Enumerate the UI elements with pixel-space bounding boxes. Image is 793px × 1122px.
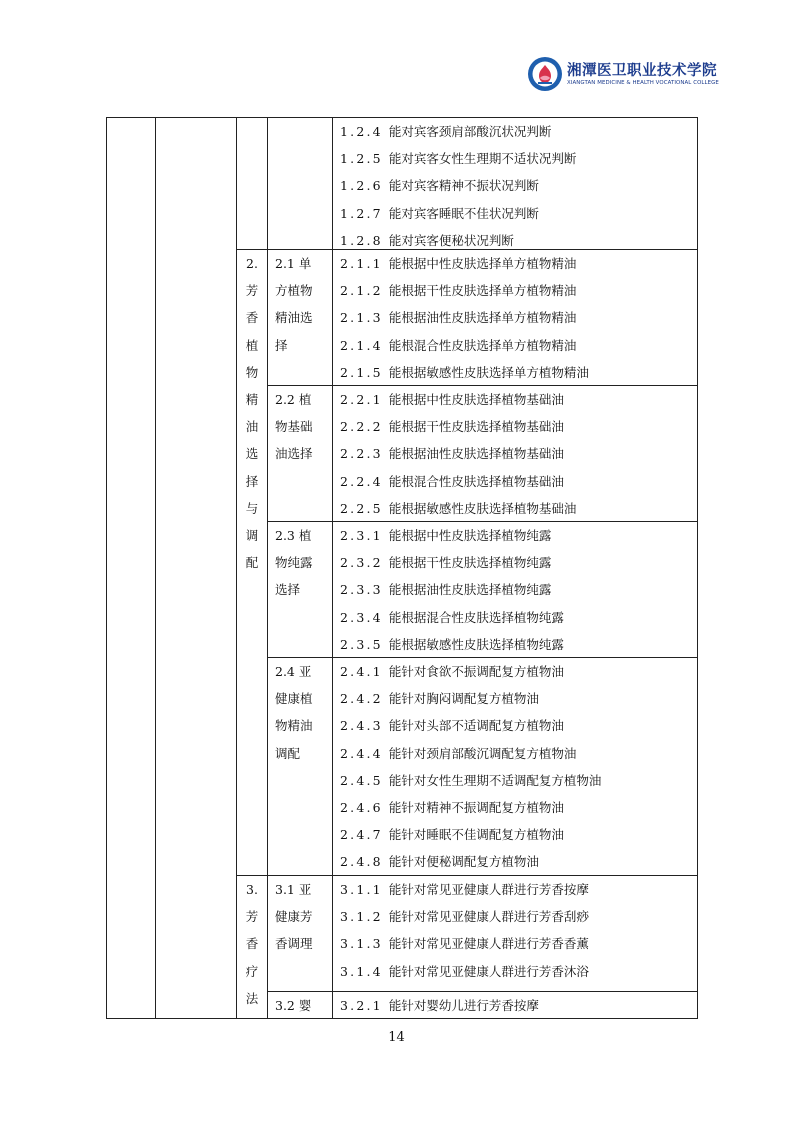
item-text: 能根混合性皮肤选择植物基础油 [388,473,564,489]
item-code: 2.2.3 [340,446,383,462]
competency-item [340,172,539,199]
item-code: 2.2.4 [340,473,383,489]
module-char: 物 [245,364,259,380]
college-name: 湘潭医卫职业技术学院 [567,63,717,79]
competency-item [340,440,564,467]
competency-item [340,413,564,440]
unit-2-2 [275,386,330,468]
unit-3-2 [275,992,330,1019]
competency-item [340,658,564,685]
competency-item [340,118,551,145]
module-char: 与 [245,500,259,516]
item-text: 能根据敏感性皮肤选择植物纯露 [388,636,564,652]
module-char: 油 [245,419,259,435]
competency-item [340,304,576,331]
table-column-divider [267,117,268,1019]
unit-line: 选择 [275,582,301,598]
item-text: 能针对婴幼儿进行芳香按摩 [388,998,539,1013]
item-text: 能对宾客颈肩部酸沉状况判断 [388,124,552,139]
item-text: 能根据中性皮肤选择单方植物精油 [388,256,577,271]
item-text: 能针对头部不适调配复方植物油 [388,718,564,734]
module-label-3 [237,876,267,1012]
competency-item [340,903,589,930]
module-char: 3. [246,882,258,897]
item-text: 能针对睡眠不佳调配复方植物油 [388,827,564,843]
item-text: 能根据干性皮肤选择植物纯露 [388,555,552,571]
item-code: 2.1.5 [340,364,383,380]
competency-item [340,821,564,848]
page-number: 14 [388,1030,405,1045]
unit-2-3 [275,522,330,604]
unit-line: 2.2 植 [275,392,312,407]
unit-line: 调配 [275,745,301,761]
module-char: 选 [245,446,259,462]
item-code: 2.4.6 [340,800,383,815]
competency-item [340,145,576,172]
module-char: 疗 [245,963,259,979]
unit-3-1 [275,876,330,958]
item-code: 2.3.1 [340,528,383,543]
item-text: 能对宾客女性生理期不适状况判断 [388,151,577,167]
item-text: 能针对常见亚健康人群进行芳香刮痧 [388,909,589,925]
college-emblem-icon [527,56,563,92]
item-code: 2.2.2 [340,419,383,435]
item-text: 能对宾客精神不振状况判断 [388,178,539,194]
competency-item [340,848,539,875]
unit-line: 物基础 [275,419,313,435]
item-code: 2.1.3 [340,310,383,326]
unit-line: 物精油 [275,718,313,734]
competency-item [340,277,576,304]
item-code: 1.2.4 [340,124,383,139]
competency-item [340,958,589,985]
competency-item [340,992,539,1019]
item-code: 2.3.4 [340,609,383,625]
module-char: 芳 [245,909,259,925]
module-char: 精 [245,391,259,407]
item-code: 2.2.1 [340,392,383,407]
item-code: 2.4.8 [340,854,383,870]
competency-item [340,576,551,603]
unit-line: 物纯露 [275,555,313,571]
item-code: 2.4.4 [340,745,383,761]
item-code: 1.2.7 [340,205,383,221]
unit-line: 香调理 [275,936,313,952]
unit-line: 3.2 婴 [275,998,312,1013]
unit-line: 3.1 亚 [275,882,312,897]
module-char: 配 [245,555,259,571]
item-text: 能针对常见亚健康人群进行芳香沐浴 [388,963,589,979]
item-text: 能根据油性皮肤选择植物纯露 [388,582,552,598]
item-text: 能根据油性皮肤选择单方植物精油 [388,310,577,326]
module-char: 调 [245,527,259,543]
module-char: 2. [246,256,258,271]
competency-item [340,200,539,227]
table-column-divider [332,117,333,1019]
item-text: 能根据干性皮肤选择单方植物精油 [388,283,577,299]
competency-item [340,794,564,821]
item-code: 3.1.1 [340,882,383,897]
competency-item [340,495,576,522]
unit-line: 择 [275,337,288,353]
competency-item [340,685,539,712]
item-code: 3.1.4 [340,963,383,979]
item-text: 能针对常见亚健康人群进行芳香香薰 [388,936,589,952]
unit-line: 方植物 [275,283,313,299]
table-border-right [697,117,698,1019]
item-code: 2.3.3 [340,582,383,598]
item-text: 能对宾客睡眠不佳状况判断 [388,205,539,221]
item-text: 能根据油性皮肤选择植物基础油 [388,446,564,462]
unit-line: 精油选 [275,310,313,326]
competency-item [340,332,576,359]
competency-item [340,604,564,631]
college-name-english: XIANGTAN MEDICINE & HEALTH VOCATIONAL COLLEGE [567,80,719,86]
competency-item [340,876,589,903]
item-text: 能根据中性皮肤选择植物基础油 [388,392,564,407]
module-char: 择 [245,473,259,489]
competency-item [340,767,601,794]
competency-item [340,522,551,549]
item-code: 3.1.3 [340,936,383,952]
module-char: 香 [245,310,259,326]
unit-2-4 [275,658,330,767]
item-code: 1.2.6 [340,178,383,194]
competency-item [340,549,551,576]
module-char: 法 [245,990,259,1006]
item-text: 能对宾客便秘状况判断 [388,232,514,248]
unit-line: 健康芳 [275,909,313,925]
college-logo [527,54,719,96]
competency-item [340,712,564,739]
competency-item [340,250,576,277]
unit-line: 2.3 植 [275,528,312,543]
item-code: 2.4.1 [340,664,383,679]
item-code: 2.4.5 [340,772,383,788]
competency-item [340,468,564,495]
item-text: 能根据中性皮肤选择植物纯露 [388,528,552,543]
module-char: 香 [245,936,259,952]
unit-line: 2.4 亚 [275,664,312,679]
module-label-2 [237,250,267,576]
item-text: 能针对食欲不振调配复方植物油 [388,664,564,679]
item-code: 2.1.1 [340,256,383,271]
item-code: 2.1.4 [340,337,383,353]
competency-item [340,631,564,658]
item-text: 能针对便秘调配复方植物油 [388,854,539,870]
item-text: 能根据干性皮肤选择植物基础油 [388,419,564,435]
item-code: 2.2.5 [340,500,383,516]
item-code: 1.2.8 [340,232,383,248]
item-code: 2.3.5 [340,636,383,652]
unit-line: 健康植 [275,691,313,707]
table-border-left [106,117,107,1019]
competency-item [340,740,576,767]
item-code: 3.2.1 [340,998,383,1013]
competency-item [340,930,589,957]
item-code: 2.4.2 [340,691,383,707]
item-text: 能根混合性皮肤选择单方植物精油 [388,337,577,353]
unit-line: 2.1 单 [275,256,312,271]
item-code: 2.1.2 [340,283,383,299]
module-char: 芳 [245,283,259,299]
item-text: 能针对精神不振调配复方植物油 [388,800,564,815]
item-code: 2.3.2 [340,555,383,571]
table-column-divider [155,117,156,1019]
item-text: 能根据敏感性皮肤选择植物基础油 [388,500,577,516]
item-code: 3.1.2 [340,909,383,925]
competency-item [340,359,589,386]
item-text: 能根据敏感性皮肤选择单方植物精油 [388,364,589,380]
item-code: 2.4.3 [340,718,383,734]
item-text: 能针对女性生理期不适调配复方植物油 [388,772,602,788]
item-text: 能根据混合性皮肤选择植物纯露 [388,609,564,625]
item-code: 2.4.7 [340,827,383,843]
item-text: 能针对常见亚健康人群进行芳香按摩 [388,882,589,897]
item-text: 能针对颈肩部酸沉调配复方植物油 [388,745,577,761]
unit-2-1 [275,250,330,359]
item-text: 能针对胸闷调配复方植物油 [388,691,539,707]
item-code: 1.2.5 [340,151,383,167]
unit-line: 油选择 [275,446,313,462]
module-char: 植 [245,337,259,353]
competency-item [340,386,564,413]
